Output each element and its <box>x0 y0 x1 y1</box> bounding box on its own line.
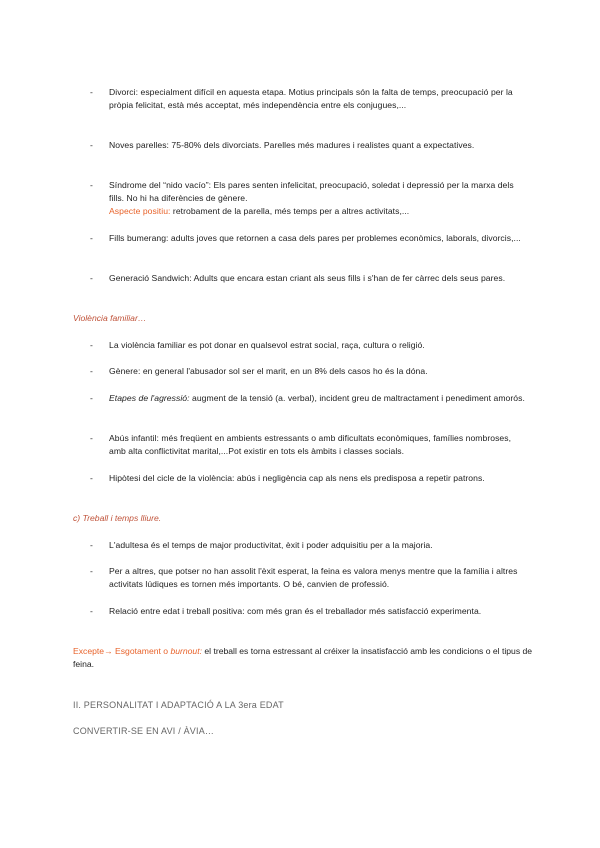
list-item-hipotesi-cicle: Hipòtesi del cicle de la violència: abús i negligència cap als nens els predisposa a repetir patrons. <box>109 473 485 483</box>
list-item-etapes-agressio <box>109 392 529 405</box>
bullet-dash: - <box>90 433 93 443</box>
list-item-adultesa: L'adultesa és el temps de major productivitat, èxit i poder adquisitiu per a la majoria. <box>109 540 433 550</box>
etapes-text: augment de la tensió (a. verbal), incident greu de maltractament i penediment amorós. <box>189 393 525 403</box>
bullet-dash: - <box>90 606 93 616</box>
bullet-dash: - <box>90 233 93 243</box>
list-item-divorci: Divorci: especialment difícil en aquesta etapa. Motius principals són la falta de temps, preocupació per la pròpia felicitat, està més acceptat, més independència entre els conjugues,... <box>109 87 513 110</box>
section-title: II. PERSONALITAT I ADAPTACIÓ A LA 3era EDAT <box>73 700 284 710</box>
list-item-genere: Gènere: en general l'abusador sol ser el marit, en un 8% dels casos ho és la dóna. <box>109 366 428 376</box>
list-item-per-a-altres: Per a altres, que potser no han assolit l'èxit esperat, la feina es valora menys mentre que la família i altres activitats lúdiques es tornen més importants. O bé, canvien de professió. <box>109 566 518 589</box>
etapes-label: Etapes de l'agressió: <box>109 393 190 403</box>
exception-text: el treball es torna estressant al créixer la insatisfacció amb les condicions o el tipus de feina. <box>73 646 533 669</box>
exception-label: Excepte→ Esgotament o <box>73 646 171 656</box>
burnout-label: burnout: <box>170 646 202 656</box>
list-item-nido-vacio <box>109 179 529 218</box>
list-item-abus-infantil: Abús infantil: més freqüent en ambients estressants o amb dificultats econòmiques, famílies nombroses, amb alta conflictivitat marital,...Pot existir en tots els àmbits i classes socials. <box>109 433 512 456</box>
list-item-fills-bumerang: Fills bumerang: adults joves que retornen a casa dels pares per problemes econòmics, laborals, divorcis,... <box>109 233 521 243</box>
bullet-dash: - <box>90 473 93 483</box>
list-item-generacio-sandwich: Generació Sandwich: Adults que encara estan criant als seus fills i s'han de fer càrrec dels seus pares. <box>109 273 506 283</box>
heading-treball-temps-lliure: c) Treball i temps lliure. <box>73 513 162 523</box>
bullet-dash: - <box>90 393 93 403</box>
exception-paragraph <box>73 645 533 671</box>
list-item-violencia-social: La violència familiar es pot donar en qualsevol estrat social, raça, cultura o religió. <box>109 340 425 350</box>
bullet-dash: - <box>90 87 93 97</box>
nido-vacio-text: Síndrome del “nido vacío”: Els pares senten infelicitat, preocupació, soledat i depressió per la marxa dels fills. No hi ha diferències de gènere. <box>109 180 514 203</box>
bullet-dash: - <box>90 180 93 190</box>
bullet-dash: - <box>90 566 93 576</box>
list-item-relacio-edat-treball: Relació entre edat i treball positiva: com més gran és el treballador més satisfacció experimenta. <box>109 606 482 616</box>
bullet-dash: - <box>90 340 93 350</box>
aspecte-positiu-text: retrobament de la parella, més temps per a altres activitats,... <box>170 206 410 216</box>
bullet-dash: - <box>90 366 93 376</box>
heading-violencia-familiar: Violència familiar… <box>73 313 147 323</box>
bullet-dash: - <box>90 273 93 283</box>
list-item-noves-parelles: Noves parelles: 75-80% dels divorciats. Parelles més madures i realistes quant a expectatives. <box>109 140 475 150</box>
aspecte-positiu-label: Aspecte positiu: <box>109 206 171 216</box>
bullet-dash: - <box>90 540 93 550</box>
bullet-dash: - <box>90 140 93 150</box>
subsection-title: CONVERTIR-SE EN AVI / ÀVIA… <box>73 726 215 736</box>
